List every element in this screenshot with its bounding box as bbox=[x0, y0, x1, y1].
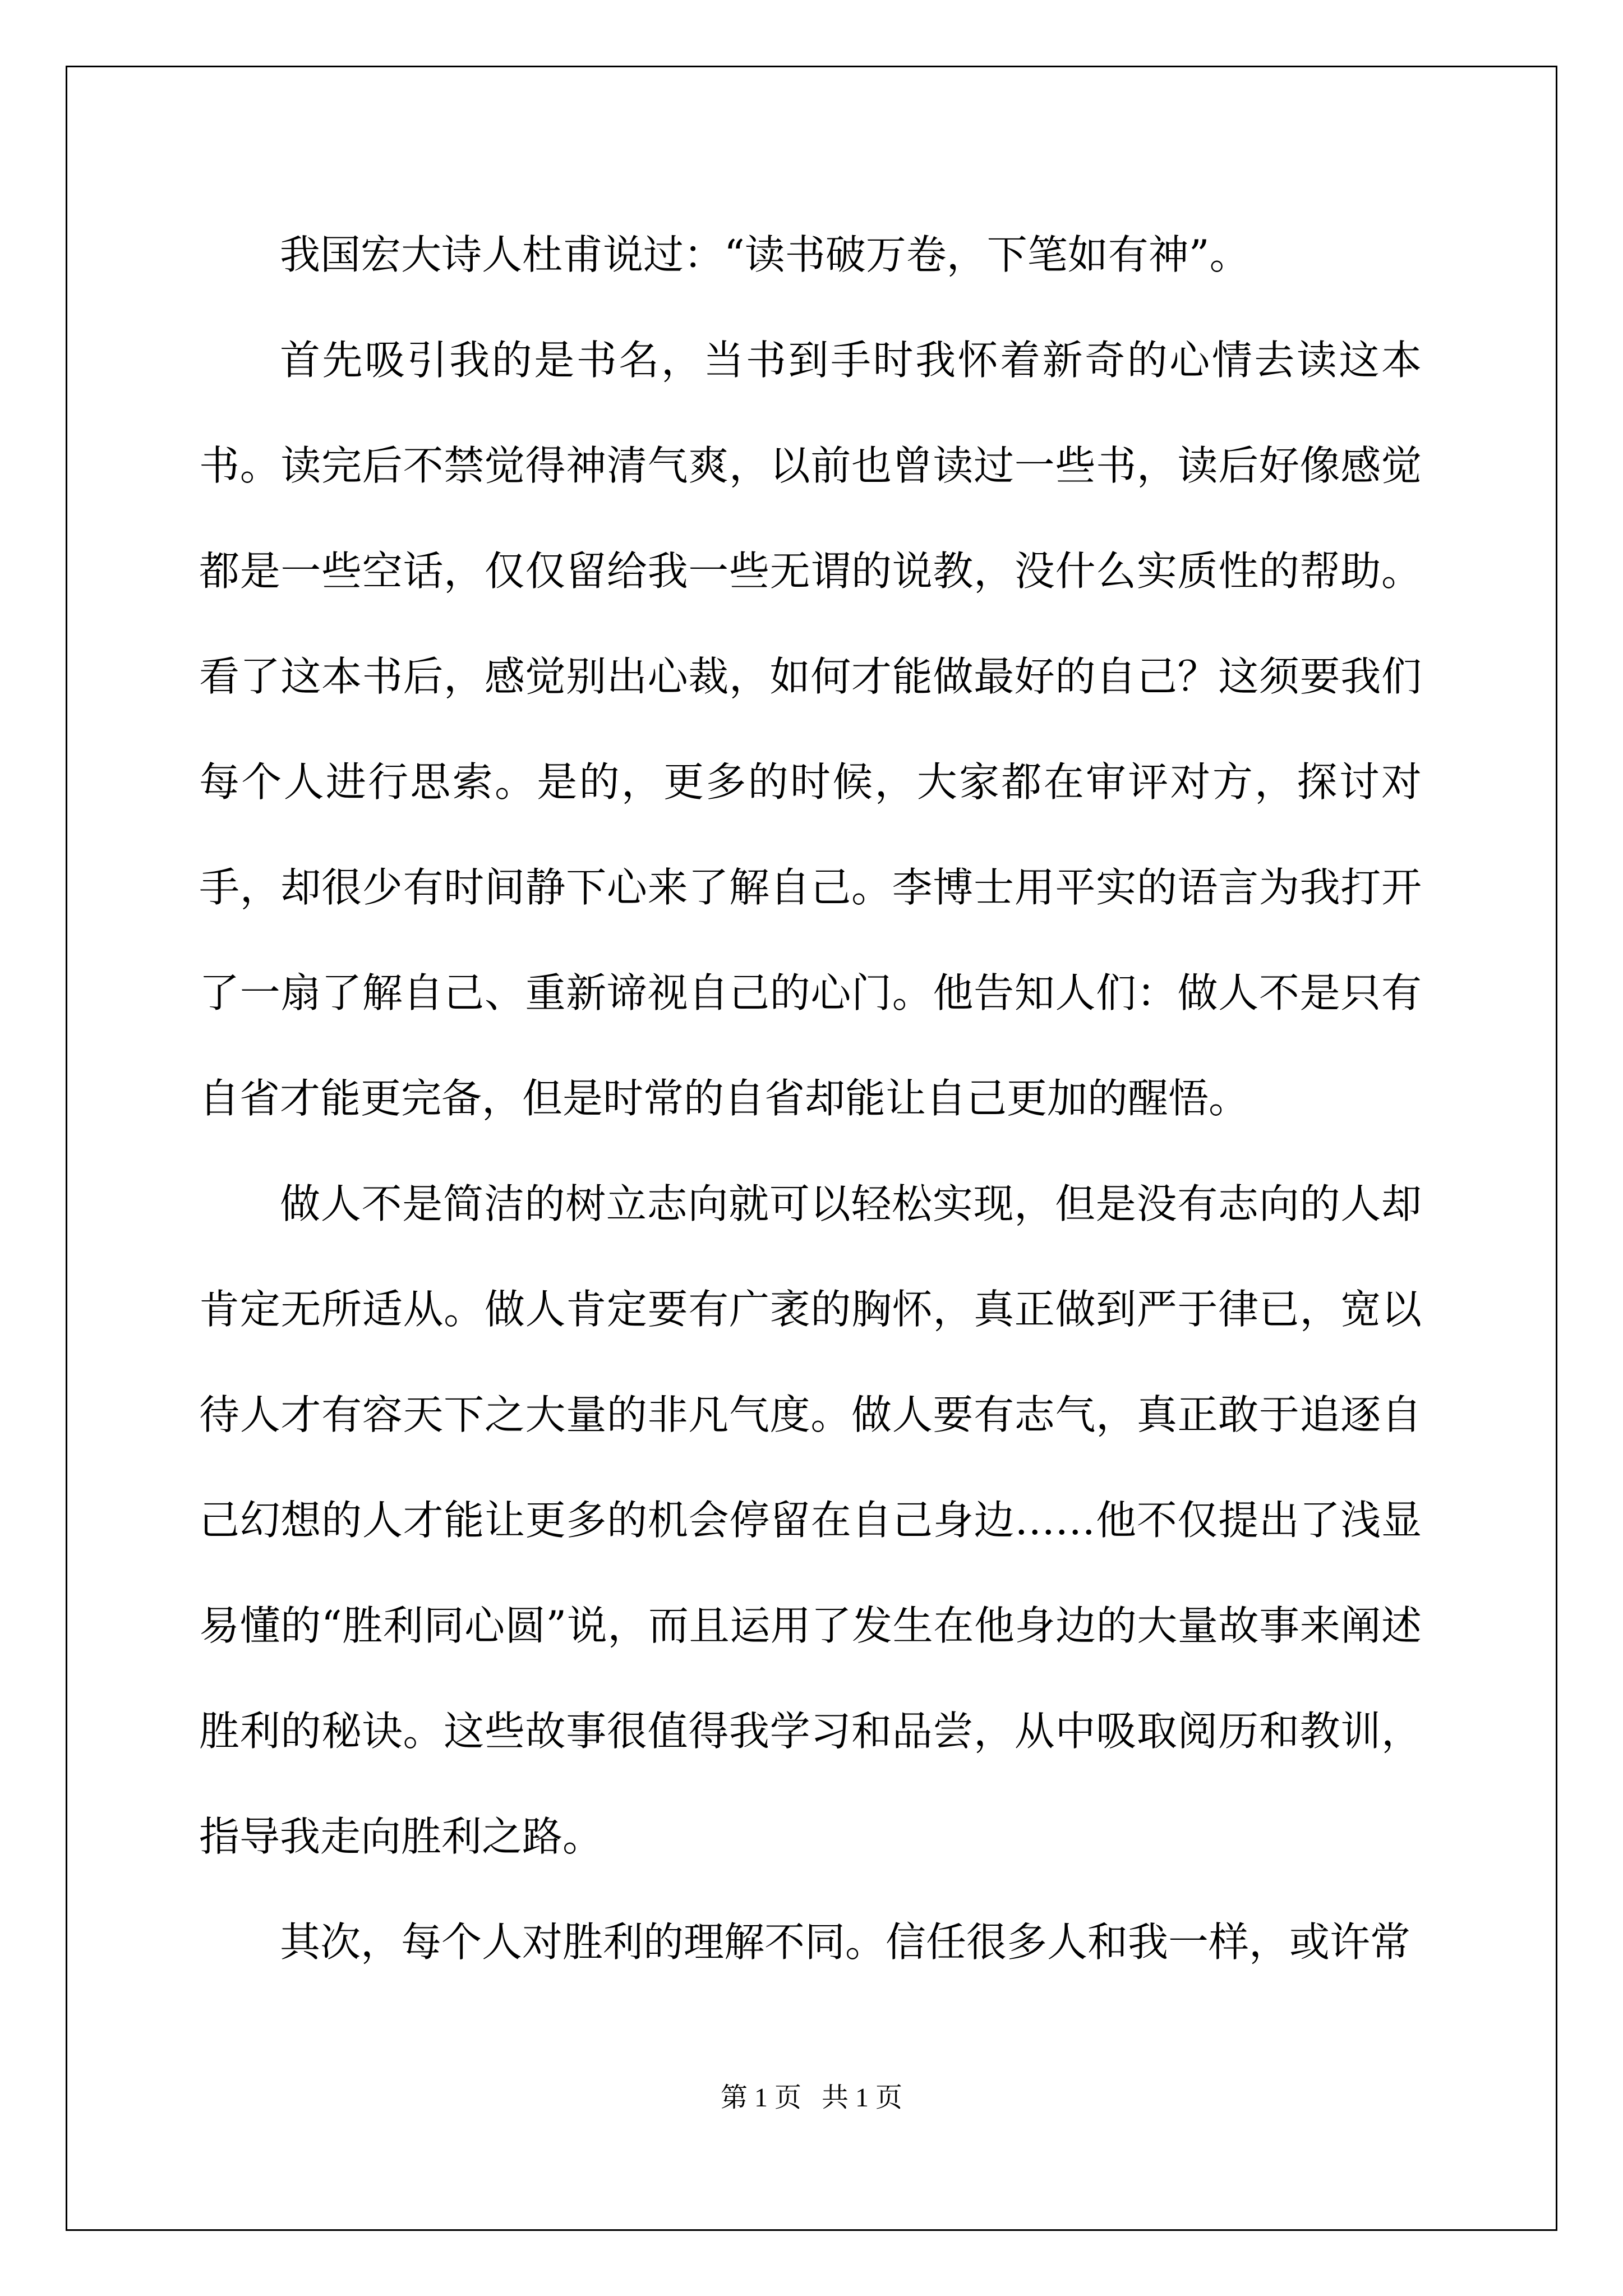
document-body bbox=[199, 202, 1422, 1995]
footer-spacer bbox=[801, 2083, 822, 2113]
paragraph-2: 首先吸引我的是书名，当书到手时我怀着新奇的心情去读这本书。读完后不禁觉得神清气爽，以前也曾读过一些书，读后好像感觉都是一些空话，仅仅留给我一些无谓的说教，没什么实质性的帮助。看了这本书后，感觉别出心裁，如何才能做最好的自己？这须要我们每个人进行思索。是的，更多的时候，大家都在审评对方，探讨对手，却很少有时间静下心来了解自己。李博士用平实的语言为我打开了一扇了解自己、重新谛视自己的心门。他告知人们：做人不是只有自省才能更完备，但是时常的自省却能让自己更加的醒悟。 bbox=[199, 337, 1422, 1122]
page-footer bbox=[0, 2076, 1623, 2114]
paragraph-4: 其次，每个人对胜利的理解不同。信任很多人和我一样，或许常 bbox=[280, 1918, 1411, 1966]
paragraph-1: 我国宏大诗人杜甫说过：“读书破万卷，下笔如有神”。 bbox=[280, 231, 1250, 278]
page-number: 第 1 页 bbox=[720, 2083, 801, 2113]
page-total: 共 1 页 bbox=[822, 2083, 903, 2113]
paragraph-3: 做人不是简洁的树立志向就可以轻松实现，但是没有志向的人却肯定无所适从。做人肯定要有广袤的胸怀，真正做到严于律已，宽以待人才有容天下之大量的非凡气度。做人要有志气，真正敢于追逐自己幻想的人才能让更多的机会停留在自己身边……他不仅提出了浅显易懂的“胜利同心圆”说，而且运用了发生在他身边的大量故事来阐述胜利的秘诀。这些故事很值得我学习和品尝，从中吸取阅历和教训，指导我走向胜利之路。 bbox=[199, 1180, 1422, 1860]
